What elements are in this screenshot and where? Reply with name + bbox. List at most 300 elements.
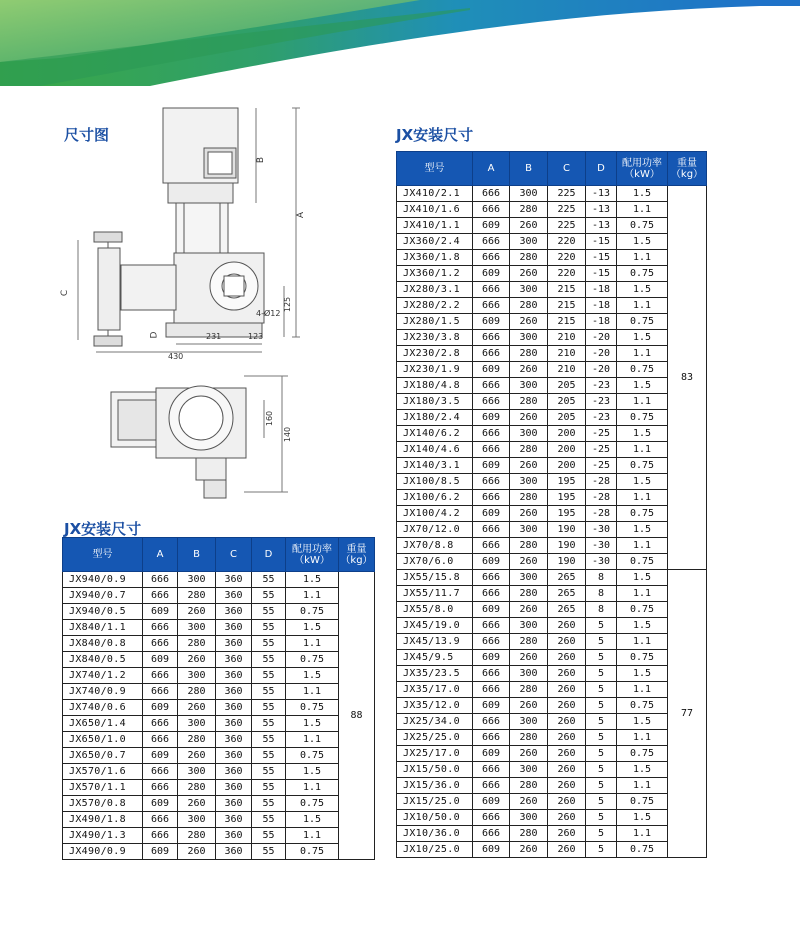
left-table-title: JX安装尺寸 xyxy=(64,520,142,538)
cell-model: JX70/12.0 xyxy=(397,522,473,538)
cell-d: 5 xyxy=(586,762,617,778)
table-row xyxy=(397,234,707,250)
cell-model: JX100/6.2 xyxy=(397,490,473,506)
header-d: D xyxy=(252,538,286,572)
header-a: A xyxy=(473,152,510,186)
cell-d: 55 xyxy=(252,604,286,620)
cell-a: 666 xyxy=(473,474,510,490)
cell-c: 205 xyxy=(548,378,586,394)
cell-d: -28 xyxy=(586,490,617,506)
cell-b: 260 xyxy=(178,748,216,764)
cell-a: 666 xyxy=(143,828,178,844)
cell-a: 666 xyxy=(473,826,510,842)
cell-c: 200 xyxy=(548,458,586,474)
cell-power: 1.5 xyxy=(617,378,668,394)
cell-power: 1.1 xyxy=(617,634,668,650)
cell-b: 300 xyxy=(510,810,548,826)
cell-c: 360 xyxy=(216,748,252,764)
cell-a: 609 xyxy=(143,796,178,812)
cell-c: 260 xyxy=(548,730,586,746)
header-model: 型号 xyxy=(397,152,473,186)
cell-model: JX55/8.0 xyxy=(397,602,473,618)
cell-c: 260 xyxy=(548,746,586,762)
cell-model: JX840/0.8 xyxy=(63,636,143,652)
cell-model: JX940/0.7 xyxy=(63,588,143,604)
cell-power: 1.5 xyxy=(286,764,339,780)
cell-b: 260 xyxy=(510,506,548,522)
cell-c: 215 xyxy=(548,282,586,298)
cell-a: 666 xyxy=(473,522,510,538)
cell-c: 205 xyxy=(548,410,586,426)
cell-d: -28 xyxy=(586,474,617,490)
cell-power: 0.75 xyxy=(286,700,339,716)
dim-label-125: 125 xyxy=(283,296,293,313)
cell-c: 260 xyxy=(548,842,586,858)
dim-label-b: B xyxy=(256,156,267,164)
cell-b: 300 xyxy=(178,764,216,780)
cell-d: -18 xyxy=(586,314,617,330)
cell-c: 260 xyxy=(548,682,586,698)
cell-power: 1.5 xyxy=(286,812,339,828)
cell-b: 300 xyxy=(510,234,548,250)
cell-a: 666 xyxy=(473,250,510,266)
cell-d: -23 xyxy=(586,410,617,426)
cell-model: JX25/17.0 xyxy=(397,746,473,762)
cell-c: 260 xyxy=(548,714,586,730)
table-row xyxy=(397,618,707,634)
cell-d: 8 xyxy=(586,570,617,586)
cell-d: -15 xyxy=(586,250,617,266)
cell-power: 1.1 xyxy=(617,346,668,362)
cell-power: 0.75 xyxy=(617,362,668,378)
cell-power: 1.5 xyxy=(617,570,668,586)
cell-b: 260 xyxy=(510,698,548,714)
cell-d: 5 xyxy=(586,730,617,746)
cell-d: -20 xyxy=(586,362,617,378)
table-row xyxy=(397,282,707,298)
dim-label-231: 231 xyxy=(206,332,222,341)
cell-power: 1.1 xyxy=(286,588,339,604)
cell-power: 0.75 xyxy=(617,314,668,330)
cell-c: 360 xyxy=(216,796,252,812)
cell-a: 666 xyxy=(473,618,510,634)
cell-model: JX10/25.0 xyxy=(397,842,473,858)
cell-d: 5 xyxy=(586,682,617,698)
cell-a: 609 xyxy=(473,554,510,570)
table-row xyxy=(397,506,707,522)
cell-power: 0.75 xyxy=(617,266,668,282)
cell-model: JX490/1.8 xyxy=(63,812,143,828)
dimensions-title: 尺寸图 xyxy=(64,126,110,144)
cell-b: 280 xyxy=(178,732,216,748)
table-row xyxy=(397,458,707,474)
cell-weight: 77 xyxy=(668,570,707,858)
banner-graphic xyxy=(0,0,800,92)
cell-b: 260 xyxy=(510,794,548,810)
cell-power: 1.1 xyxy=(286,780,339,796)
right-table-body xyxy=(397,186,707,858)
cell-a: 666 xyxy=(473,666,510,682)
cell-a: 666 xyxy=(473,586,510,602)
cell-model: JX180/3.5 xyxy=(397,394,473,410)
cell-b: 280 xyxy=(178,684,216,700)
cell-model: JX230/2.8 xyxy=(397,346,473,362)
left-spec-table xyxy=(62,537,375,860)
cell-d: -15 xyxy=(586,266,617,282)
cell-power: 1.1 xyxy=(617,730,668,746)
cell-model: JX70/8.8 xyxy=(397,538,473,554)
cell-c: 210 xyxy=(548,346,586,362)
cell-a: 609 xyxy=(473,602,510,618)
cell-weight: 83 xyxy=(668,186,707,570)
cell-b: 300 xyxy=(510,186,548,202)
cell-model: JX25/25.0 xyxy=(397,730,473,746)
cell-model: JX10/50.0 xyxy=(397,810,473,826)
cell-power: 1.1 xyxy=(286,828,339,844)
cell-c: 360 xyxy=(216,636,252,652)
cell-a: 609 xyxy=(473,794,510,810)
cell-b: 260 xyxy=(510,410,548,426)
table-row xyxy=(397,218,707,234)
cell-c: 360 xyxy=(216,764,252,780)
cell-c: 200 xyxy=(548,442,586,458)
cell-d: 55 xyxy=(252,716,286,732)
header-b: B xyxy=(510,152,548,186)
table-row xyxy=(397,634,707,650)
cell-b: 300 xyxy=(178,716,216,732)
cell-model: JX10/36.0 xyxy=(397,826,473,842)
cell-b: 300 xyxy=(510,330,548,346)
table-row xyxy=(397,554,707,570)
table-row xyxy=(397,442,707,458)
cell-d: -25 xyxy=(586,426,617,442)
cell-c: 220 xyxy=(548,234,586,250)
cell-b: 280 xyxy=(510,298,548,314)
cell-b: 280 xyxy=(510,634,548,650)
cell-power: 1.5 xyxy=(617,426,668,442)
cell-model: JX100/8.5 xyxy=(397,474,473,490)
cell-c: 360 xyxy=(216,700,252,716)
cell-a: 666 xyxy=(143,684,178,700)
cell-d: -18 xyxy=(586,298,617,314)
cell-d: 5 xyxy=(586,698,617,714)
cell-d: 55 xyxy=(252,764,286,780)
cell-power: 1.1 xyxy=(617,250,668,266)
cell-model: JX650/1.4 xyxy=(63,716,143,732)
cell-d: -20 xyxy=(586,330,617,346)
cell-model: JX280/3.1 xyxy=(397,282,473,298)
cell-a: 609 xyxy=(143,652,178,668)
cell-b: 260 xyxy=(510,746,548,762)
cell-power: 0.75 xyxy=(286,796,339,812)
cell-c: 265 xyxy=(548,586,586,602)
cell-model: JX140/3.1 xyxy=(397,458,473,474)
cell-c: 360 xyxy=(216,780,252,796)
cell-b: 260 xyxy=(510,266,548,282)
cell-model: JX940/0.5 xyxy=(63,604,143,620)
table-row xyxy=(397,730,707,746)
cell-a: 666 xyxy=(473,762,510,778)
right-table-title: JX安装尺寸 xyxy=(396,126,474,144)
cell-power: 0.75 xyxy=(617,410,668,426)
cell-a: 609 xyxy=(473,506,510,522)
cell-model: JX360/1.8 xyxy=(397,250,473,266)
cell-b: 260 xyxy=(178,700,216,716)
cell-model: JX360/1.2 xyxy=(397,266,473,282)
table-row xyxy=(397,650,707,666)
cell-d: 8 xyxy=(586,586,617,602)
cell-d: 55 xyxy=(252,732,286,748)
cell-c: 210 xyxy=(548,330,586,346)
cell-c: 360 xyxy=(216,716,252,732)
cell-d: 5 xyxy=(586,714,617,730)
cell-d: -28 xyxy=(586,506,617,522)
cell-model: JX55/15.8 xyxy=(397,570,473,586)
cell-model: JX410/1.1 xyxy=(397,218,473,234)
cell-power: 0.75 xyxy=(286,748,339,764)
header-c: C xyxy=(216,538,252,572)
cell-a: 666 xyxy=(473,234,510,250)
cell-c: 260 xyxy=(548,650,586,666)
cell-power: 0.75 xyxy=(617,794,668,810)
cell-power: 0.75 xyxy=(617,842,668,858)
cell-b: 260 xyxy=(510,218,548,234)
cell-d: 5 xyxy=(586,810,617,826)
header-power: 配用功率（kW） xyxy=(286,538,339,572)
cell-power: 1.5 xyxy=(617,186,668,202)
cell-a: 666 xyxy=(473,778,510,794)
dim-label-160: 160 xyxy=(265,410,275,427)
cell-model: JX570/1.6 xyxy=(63,764,143,780)
table-row xyxy=(397,714,707,730)
cell-a: 609 xyxy=(473,410,510,426)
cell-c: 190 xyxy=(548,522,586,538)
table-row xyxy=(397,842,707,858)
cell-c: 260 xyxy=(548,618,586,634)
cell-b: 300 xyxy=(510,618,548,634)
cell-a: 609 xyxy=(473,218,510,234)
cell-d: 55 xyxy=(252,636,286,652)
cell-model: JX70/6.0 xyxy=(397,554,473,570)
table-row xyxy=(63,780,375,796)
cell-b: 280 xyxy=(510,826,548,842)
cell-c: 360 xyxy=(216,844,252,860)
cell-b: 260 xyxy=(178,652,216,668)
cell-b: 260 xyxy=(178,796,216,812)
cell-model: JX230/3.8 xyxy=(397,330,473,346)
cell-power: 0.75 xyxy=(286,604,339,620)
cell-model: JX230/1.9 xyxy=(397,362,473,378)
cell-power: 1.5 xyxy=(617,234,668,250)
cell-a: 666 xyxy=(473,378,510,394)
cell-power: 1.5 xyxy=(617,810,668,826)
cell-d: -23 xyxy=(586,378,617,394)
table-row xyxy=(63,748,375,764)
dim-label-430: 430 xyxy=(168,352,184,361)
table-header-row xyxy=(397,152,707,186)
cell-power: 1.1 xyxy=(617,778,668,794)
cell-a: 609 xyxy=(473,314,510,330)
cell-a: 666 xyxy=(143,620,178,636)
cell-model: JX490/0.9 xyxy=(63,844,143,860)
cell-c: 260 xyxy=(548,634,586,650)
table-row xyxy=(397,314,707,330)
cell-b: 280 xyxy=(510,730,548,746)
cell-b: 260 xyxy=(510,362,548,378)
table-row xyxy=(63,684,375,700)
cell-model: JX35/17.0 xyxy=(397,682,473,698)
cell-c: 195 xyxy=(548,490,586,506)
cell-d: 5 xyxy=(586,826,617,842)
cell-c: 260 xyxy=(548,698,586,714)
cell-b: 260 xyxy=(510,458,548,474)
table-row xyxy=(397,362,707,378)
cell-c: 260 xyxy=(548,666,586,682)
table-header-row xyxy=(63,538,375,572)
table-row xyxy=(63,620,375,636)
cell-power: 1.5 xyxy=(617,282,668,298)
cell-model: JX35/12.0 xyxy=(397,698,473,714)
table-row xyxy=(63,844,375,860)
dim-label-a: A xyxy=(296,211,307,219)
table-row xyxy=(397,490,707,506)
cell-d: 55 xyxy=(252,828,286,844)
cell-b: 280 xyxy=(510,442,548,458)
cell-b: 300 xyxy=(178,668,216,684)
cell-d: 55 xyxy=(252,748,286,764)
cell-power: 1.5 xyxy=(617,618,668,634)
cell-d: 5 xyxy=(586,778,617,794)
header-a: A xyxy=(143,538,178,572)
cell-a: 666 xyxy=(473,538,510,554)
cell-d: 55 xyxy=(252,588,286,604)
cell-power: 0.75 xyxy=(617,218,668,234)
table-row xyxy=(63,588,375,604)
cell-d: 55 xyxy=(252,572,286,588)
cell-a: 666 xyxy=(473,282,510,298)
cell-b: 280 xyxy=(510,250,548,266)
table-row xyxy=(397,378,707,394)
cell-a: 666 xyxy=(473,426,510,442)
cell-model: JX45/19.0 xyxy=(397,618,473,634)
cell-a: 666 xyxy=(143,572,178,588)
table-row xyxy=(397,522,707,538)
table-row xyxy=(397,186,707,202)
cell-b: 280 xyxy=(510,394,548,410)
dimension-drawing xyxy=(56,100,316,505)
cell-c: 265 xyxy=(548,602,586,618)
table-row xyxy=(397,570,707,586)
cell-c: 360 xyxy=(216,684,252,700)
left-table-body xyxy=(63,572,375,860)
cell-model: JX140/4.6 xyxy=(397,442,473,458)
cell-power: 1.5 xyxy=(617,330,668,346)
table-row xyxy=(63,732,375,748)
cell-c: 260 xyxy=(548,810,586,826)
cell-d: 5 xyxy=(586,618,617,634)
cell-d: 55 xyxy=(252,684,286,700)
cell-power: 1.1 xyxy=(617,442,668,458)
cell-a: 666 xyxy=(143,764,178,780)
cell-model: JX180/4.8 xyxy=(397,378,473,394)
table-row xyxy=(397,602,707,618)
cell-d: -30 xyxy=(586,522,617,538)
right-spec-table xyxy=(396,151,707,858)
header-c: C xyxy=(548,152,586,186)
cell-a: 666 xyxy=(473,490,510,506)
cell-d: 5 xyxy=(586,650,617,666)
cell-a: 666 xyxy=(473,714,510,730)
cell-a: 609 xyxy=(143,844,178,860)
table-row xyxy=(397,762,707,778)
cell-d: 5 xyxy=(586,666,617,682)
cell-a: 666 xyxy=(143,636,178,652)
cell-b: 260 xyxy=(510,650,548,666)
cell-b: 280 xyxy=(178,588,216,604)
cell-d: -25 xyxy=(586,458,617,474)
cell-model: JX840/0.5 xyxy=(63,652,143,668)
cell-power: 1.1 xyxy=(617,586,668,602)
cell-c: 360 xyxy=(216,572,252,588)
cell-power: 0.75 xyxy=(617,746,668,762)
cell-b: 260 xyxy=(178,604,216,620)
cell-power: 1.1 xyxy=(617,490,668,506)
table-row xyxy=(397,474,707,490)
cell-power: 1.5 xyxy=(286,668,339,684)
cell-model: JX740/0.9 xyxy=(63,684,143,700)
table-row xyxy=(397,746,707,762)
cell-b: 280 xyxy=(510,682,548,698)
table-row xyxy=(63,604,375,620)
cell-a: 609 xyxy=(473,698,510,714)
cell-power: 0.75 xyxy=(286,652,339,668)
table-row xyxy=(397,266,707,282)
cell-model: JX45/13.9 xyxy=(397,634,473,650)
cell-b: 280 xyxy=(510,202,548,218)
cell-a: 609 xyxy=(473,746,510,762)
cell-c: 205 xyxy=(548,394,586,410)
cell-b: 300 xyxy=(510,714,548,730)
table-row xyxy=(397,698,707,714)
cell-d: 55 xyxy=(252,780,286,796)
cell-b: 260 xyxy=(178,844,216,860)
cell-c: 360 xyxy=(216,588,252,604)
table-row xyxy=(397,586,707,602)
cell-b: 300 xyxy=(510,426,548,442)
cell-b: 280 xyxy=(510,586,548,602)
cell-a: 666 xyxy=(143,588,178,604)
table-row xyxy=(397,666,707,682)
cell-c: 360 xyxy=(216,604,252,620)
cell-c: 215 xyxy=(548,298,586,314)
cell-power: 1.1 xyxy=(617,538,668,554)
cell-power: 1.1 xyxy=(617,298,668,314)
cell-c: 220 xyxy=(548,250,586,266)
cell-c: 260 xyxy=(548,778,586,794)
top-banner xyxy=(0,0,800,92)
cell-c: 215 xyxy=(548,314,586,330)
cell-model: JX280/2.2 xyxy=(397,298,473,314)
cell-c: 260 xyxy=(548,762,586,778)
header-d: D xyxy=(586,152,617,186)
cell-model: JX740/0.6 xyxy=(63,700,143,716)
cell-c: 225 xyxy=(548,186,586,202)
cell-a: 666 xyxy=(473,730,510,746)
cell-b: 300 xyxy=(510,378,548,394)
cell-a: 666 xyxy=(473,634,510,650)
cell-a: 666 xyxy=(473,570,510,586)
cell-d: -13 xyxy=(586,186,617,202)
